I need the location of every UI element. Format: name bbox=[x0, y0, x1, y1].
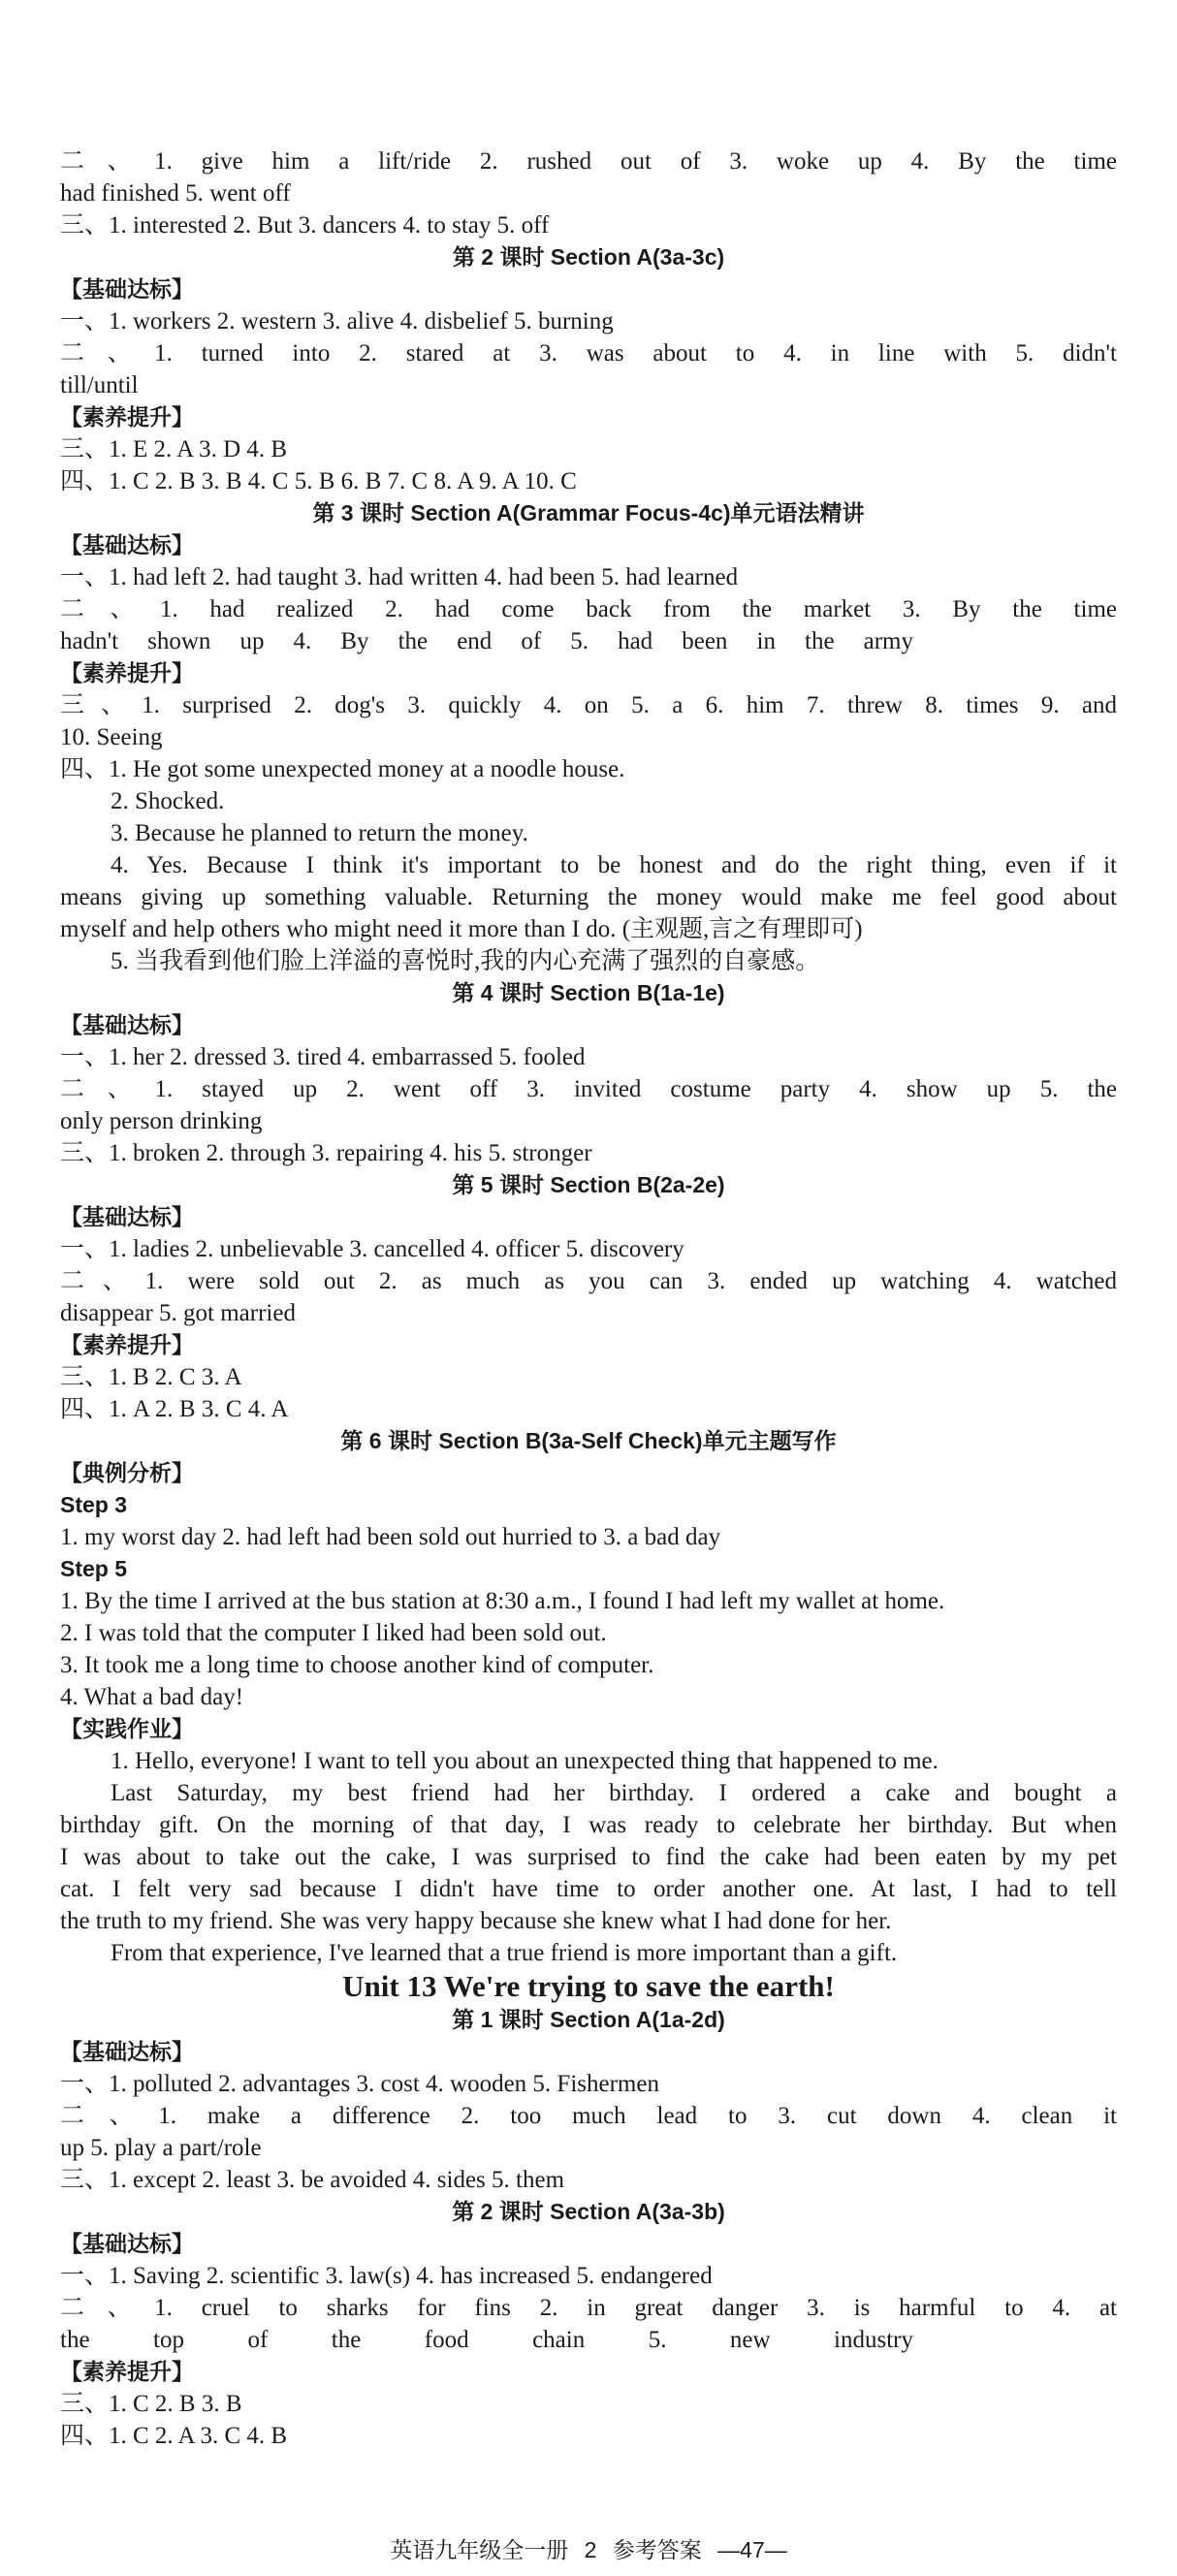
answer-line: 二、1. had realized 2. had come back from the market 3. By the time bbox=[60, 596, 1117, 622]
section-label: 【基础达标】 bbox=[60, 276, 194, 302]
answer-line: cat. I felt very sad because I didn't have time to order another one. At last, I had to tell bbox=[60, 1876, 1117, 1902]
answer-line: Last Saturday, my best friend had her birthday. I ordered a cake and bought a bbox=[111, 1780, 1117, 1806]
answer-line: 3. It took me a long time to choose another kind of computer. bbox=[60, 1652, 654, 1678]
answer-line: 二、1. give him a lift/ride 2. rushed out of 3. woke up 4. By the time bbox=[60, 148, 1117, 175]
page-footer: 英语九年级全一册 2 参考答案 —47— bbox=[390, 2537, 787, 2562]
answer-line: 一、1. had left 2. had taught 3. had written 4. had been 5. had learned bbox=[60, 564, 739, 590]
section-label: 【素养提升】 bbox=[60, 660, 194, 685]
lesson-heading: 第 5 课时 Section B(2a-2e) bbox=[452, 1172, 725, 1197]
section-label: 【实践作业】 bbox=[60, 1716, 194, 1741]
answer-line: 二、1. turned into 2. stared at 3. was about to 4. in line with 5. didn't bbox=[60, 340, 1117, 366]
section-label: 【基础达标】 bbox=[60, 2231, 194, 2256]
answer-line: 一、1. ladies 2. unbelievable 3. cancelled 4. officer 5. discovery bbox=[60, 1236, 684, 1262]
answer-line: 3. Because he planned to return the money. bbox=[111, 820, 528, 846]
lesson-heading: 第 2 课时 Section A(3a-3c) bbox=[452, 244, 725, 270]
answer-line: I was about to take out the cake, I was surprised to find the cake had been eaten by my pet bbox=[60, 1844, 1117, 1870]
answer-line: 三、1. except 2. least 3. be avoided 4. sides 5. them bbox=[60, 2167, 565, 2193]
answer-line: 1. my worst day 2. had left had been sold out hurried to 3. a bad day bbox=[60, 1524, 721, 1550]
section-label: 【基础达标】 bbox=[60, 532, 194, 557]
answer-line: 一、1. polluted 2. advantages 3. cost 4. wooden 5. Fishermen bbox=[60, 2071, 659, 2097]
lesson-heading: 第 3 课时 Section A(Grammar Focus-4c)单元语法精讲 bbox=[312, 500, 865, 525]
answer-line: 10. Seeing bbox=[60, 724, 163, 750]
section-label: 【基础达标】 bbox=[60, 1204, 194, 1229]
answer-line: 一、1. her 2. dressed 3. tired 4. embarrassed 5. fooled bbox=[60, 1044, 586, 1070]
answer-line: the truth to my friend. She was very happy because she knew what I had done for her. bbox=[60, 1908, 892, 1934]
lesson-heading: 第 1 课时 Section A(1a-2d) bbox=[452, 2007, 725, 2032]
answer-line: 1. By the time I arrived at the bus station at 8:30 a.m., I found I had left my wallet at home. bbox=[60, 1588, 945, 1614]
answer-line: 三、1. interested 2. But 3. dancers 4. to stay 5. off bbox=[60, 212, 550, 239]
answer-line: 四、1. C 2. B 3. B 4. C 5. B 6. B 7. C 8. A 9. A 10. C bbox=[60, 468, 577, 494]
answer-line: 一、1. Saving 2. scientific 3. law(s) 4. has increased 5. endangered bbox=[60, 2263, 713, 2289]
section-label: 【基础达标】 bbox=[60, 1012, 194, 1037]
answer-line: 四、1. He got some unexpected money at a noodle house. bbox=[60, 756, 625, 782]
answer-line: 三、1. E 2. A 3. D 4. B bbox=[60, 436, 288, 462]
answer-line: up 5. play a part/role bbox=[60, 2135, 262, 2161]
step-label: Step 5 bbox=[60, 1556, 128, 1581]
answer-line: hadn't shown up 4. By the end of 5. had been in the army bbox=[60, 628, 913, 654]
answer-line: 三、1. B 2. C 3. A bbox=[60, 1364, 242, 1390]
answer-line: had finished 5. went off bbox=[60, 180, 291, 207]
unit-title: Unit 13 We're trying to save the earth! bbox=[342, 1969, 835, 2003]
answer-line: From that experience, I've learned that a true friend is more important than a gift. bbox=[111, 1940, 898, 1966]
answer-line: 二、1. make a difference 2. too much lead to 3. cut down 4. clean it bbox=[60, 2103, 1117, 2129]
answer-line: birthday gift. On the morning of that day, I was ready to celebrate her birthday. But when bbox=[60, 1812, 1117, 1838]
answer-line: 三、1. surprised 2. dog's 3. quickly 4. on 5. a 6. him 7. threw 8. times 9. and bbox=[60, 692, 1117, 718]
answer-line: means giving up something valuable. Returning the money would make me feel good about bbox=[60, 884, 1117, 910]
answer-line: 二、1. were sold out 2. as much as you can 3. ended up watching 4. watched bbox=[60, 1268, 1117, 1294]
answer-line: 一、1. workers 2. western 3. alive 4. disbelief 5. burning bbox=[60, 308, 614, 334]
answer-line: 三、1. broken 2. through 3. repairing 4. his 5. stronger bbox=[60, 1140, 592, 1166]
answer-line: only person drinking bbox=[60, 1108, 263, 1134]
answer-line: 二、1. cruel to sharks for fins 2. in great danger 3. is harmful to 4. at bbox=[60, 2295, 1117, 2321]
answer-line: 二、1. stayed up 2. went off 3. invited costume party 4. show up 5. the bbox=[60, 1076, 1117, 1102]
answer-line: disappear 5. got married bbox=[60, 1300, 296, 1326]
answer-line: myself and help others who might need it more than I do. (主观题,言之有理即可) bbox=[60, 916, 863, 942]
lesson-heading: 第 6 课时 Section B(3a-Self Check)单元主题写作 bbox=[340, 1428, 837, 1453]
answer-line: till/until bbox=[60, 372, 139, 398]
answer-line: 2. Shocked. bbox=[111, 788, 225, 814]
section-label: 【基础达标】 bbox=[60, 2039, 194, 2064]
section-label: 【素养提升】 bbox=[60, 404, 194, 429]
answer-key-page bbox=[60, 145, 1117, 2452]
answer-line: 四、1. C 2. A 3. C 4. B bbox=[60, 2423, 288, 2449]
section-label: 【典例分析】 bbox=[60, 1460, 194, 1485]
section-label: 【素养提升】 bbox=[60, 1332, 194, 1357]
answer-line: 四、1. A 2. B 3. C 4. A bbox=[60, 1396, 289, 1422]
section-label: 【素养提升】 bbox=[60, 2359, 194, 2384]
lesson-heading: 第 4 课时 Section B(1a-1e) bbox=[452, 980, 725, 1005]
answer-line: 4. Yes. Because I think it's important to be honest and do the right thing, even if it bbox=[111, 852, 1117, 878]
answer-line: 三、1. C 2. B 3. B bbox=[60, 2391, 242, 2417]
answer-line: 1. Hello, everyone! I want to tell you about an unexpected thing that happened to me. bbox=[111, 1748, 938, 1774]
answer-line: 4. What a bad day! bbox=[60, 1684, 244, 1710]
lesson-heading: 第 2 课时 Section A(3a-3b) bbox=[452, 2199, 725, 2224]
answer-line: the top of the food chain 5. new industry bbox=[60, 2327, 913, 2353]
answer-line: 2. I was told that the computer I liked had been sold out. bbox=[60, 1620, 607, 1646]
answer-line: 5. 当我看到他们脸上洋溢的喜悦时,我的内心充满了强烈的自豪感。 bbox=[111, 948, 820, 974]
step-label: Step 3 bbox=[60, 1492, 128, 1517]
